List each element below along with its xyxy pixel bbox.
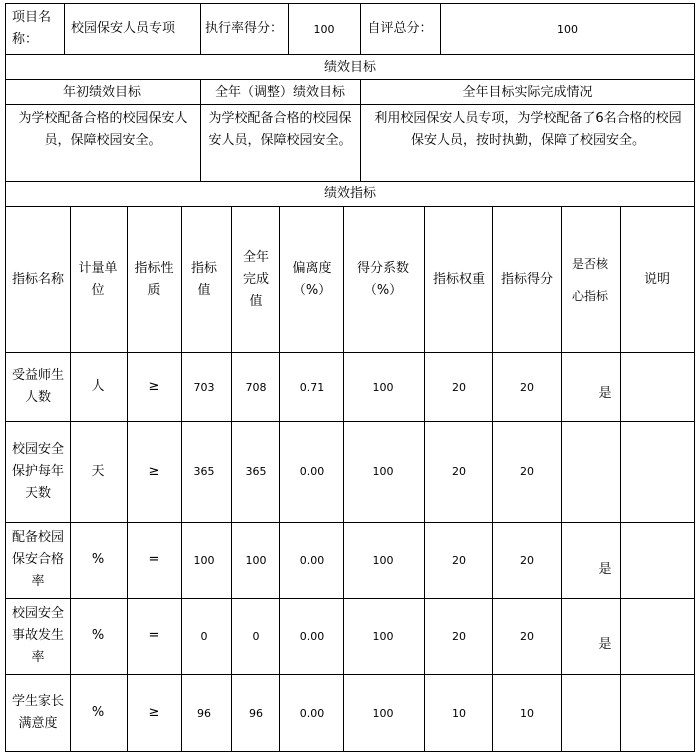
goals-col-actual: 全年目标实际完成情况 [462,84,593,100]
goals-col-initial: 年初绩效目标 [62,84,141,100]
goals-adjusted-text: 为学校配备合格的校园保安人员，保障校园安全。 [208,111,352,148]
rule-goals-title-bottom [5,79,695,80]
table-row-1-nature: ≥ [148,379,160,394]
table-row-5-note [624,676,690,750]
rule-i-8 [492,206,493,751]
col-header-note: 说明 [643,272,670,287]
table-row-1-target: 703 [193,380,215,394]
table-row-3-coef: 100 [372,553,394,567]
rule-indicators-title-bottom [5,206,695,207]
table-row-5-name: 学生家长满意度 [11,694,64,731]
table-row-2-note [624,423,690,520]
table-row-4-coef: 100 [372,629,394,643]
table-row-2-actual: 365 [245,465,267,478]
table-row-2-deviation: 0.00 [299,465,325,478]
table-row-1-name: 受益师生人数 [11,368,64,405]
col-header-score: 指标得分 [500,272,553,287]
rule-i-4 [231,206,232,751]
table-row-5-weight: 10 [452,706,466,720]
table-row-2-score: 20 [520,465,534,478]
col-header-nature: 指标性质 [134,261,174,298]
table-row-1-score: 20 [520,380,534,394]
table-row-2-nature: ≥ [148,463,160,479]
rule-col-header-bottom [5,352,695,353]
rule-left [5,3,6,752]
rule-top [5,3,695,4]
goals-col-adjusted: 全年（调整）绩效目标 [214,84,345,100]
col-header-coef: 得分系数（%） [356,261,409,298]
table-row-5-deviation: 0.00 [299,706,325,720]
table-row-1-actual: 708 [245,380,267,394]
table-row-3-deviation: 0.00 [299,553,325,567]
rule-i-10 [620,206,621,751]
table-row-1-core: 是 [598,386,612,401]
table-row-1-deviation: 0.71 [299,380,325,394]
table-row-4-target: 0 [200,629,208,643]
table-row-2-target: 365 [193,465,215,478]
goals-actual-text: 利用校园保安人员专项，为学校配备了6名合格的校园保安人员，按时执勤，保障了校园安全。 [374,111,682,148]
table-row-2-name: 校园安全保护每年天数 [11,441,64,501]
rule-right [694,3,695,752]
col-header-actual: 全年完成值 [242,250,269,309]
rule-h-2 [200,3,201,54]
table-row-5-score: 10 [520,706,534,720]
table-row-4-actual: 0 [252,629,260,643]
exec-rate-label: 执行率得分： [204,21,283,36]
project-name-value: 校园保安人员专项 [71,21,176,36]
rule-h-3 [288,3,289,54]
col-header-core: 是否核心指标 [571,257,608,303]
goals-section-title: 绩效目标 [323,59,376,75]
rule-g-1 [200,79,201,181]
table-row-5-actual: 96 [249,706,263,720]
rule-i-1 [70,206,71,751]
rule-h-1 [64,3,65,54]
rule-h-4 [360,3,361,54]
project-name-label: 项目名称： [12,10,52,47]
table-row-5-nature: ≥ [148,705,160,720]
table-row-4-score: 20 [520,629,534,643]
indicators-section-title: 绩效指标 [323,186,376,201]
rule-row-4-bottom [5,674,695,675]
exec-rate-score: 100 [313,22,335,36]
table-row-4-core: 是 [598,637,612,652]
rule-g-2 [360,79,361,181]
table-row-1-unit: 人 [91,379,105,394]
goals-initial-text: 为学校配备合格的校园保安人员，保障校园安全。 [18,111,188,148]
rule-goals-text-bottom [5,181,695,182]
table-row-5-unit: % [91,705,105,720]
col-header-target: 指标值 [190,261,217,298]
table-row-2-weight: 20 [452,465,466,478]
col-header-deviation: 偏离度（%） [292,261,332,298]
table-row-3-name: 配备校园保安合格率 [11,530,64,589]
rule-i-3 [181,206,182,751]
table-row-4-note [624,600,690,672]
table-row-3-actual: 100 [245,553,267,567]
rule-goals-header-bottom [5,104,695,105]
table-row-5-coef: 100 [372,706,394,720]
self-eval-score: 100 [557,22,578,36]
rule-i-6 [343,206,344,751]
table-row-3-unit: % [91,552,105,567]
col-header-unit: 计量单位 [78,261,118,298]
rule-h-5 [440,3,441,54]
table-row-1-coef: 100 [372,380,394,394]
table-row-1-note [624,354,690,420]
table-row-1-weight: 20 [452,380,466,394]
col-header-name: 指标名称 [11,272,64,287]
rule-i-7 [424,206,425,751]
rule-i-9 [561,206,562,751]
table-row-2-core [592,440,618,520]
table-row-3-target: 100 [193,553,215,567]
table-row-2-unit: 天 [91,463,105,479]
self-eval-label: 自评总分： [367,21,433,36]
rule-row-2-bottom [5,522,695,523]
rule-header-bottom [5,54,695,55]
rule-i-2 [127,206,128,751]
table-row-3-nature: = [148,552,160,567]
rule-i-5 [279,206,280,751]
rule-bottom [5,751,695,752]
table-row-3-weight: 20 [452,553,466,567]
rule-row-1-bottom [5,421,695,422]
table-row-4-unit: % [91,628,105,643]
table-row-4-deviation: 0.00 [299,629,325,643]
table-row-5-target: 96 [197,706,211,720]
table-row-4-nature: = [148,628,160,643]
table-row-4-name: 校园安全事故发生率 [11,606,64,665]
table-row-5-core [592,676,618,750]
table-row-2-coef: 100 [372,465,394,478]
table-row-3-score: 20 [520,553,534,567]
col-header-weight: 指标权重 [432,272,485,287]
table-row-4-weight: 20 [452,629,466,643]
rule-row-3-bottom [5,598,695,599]
table-row-3-note [624,524,690,596]
table-row-3-core: 是 [598,562,612,577]
